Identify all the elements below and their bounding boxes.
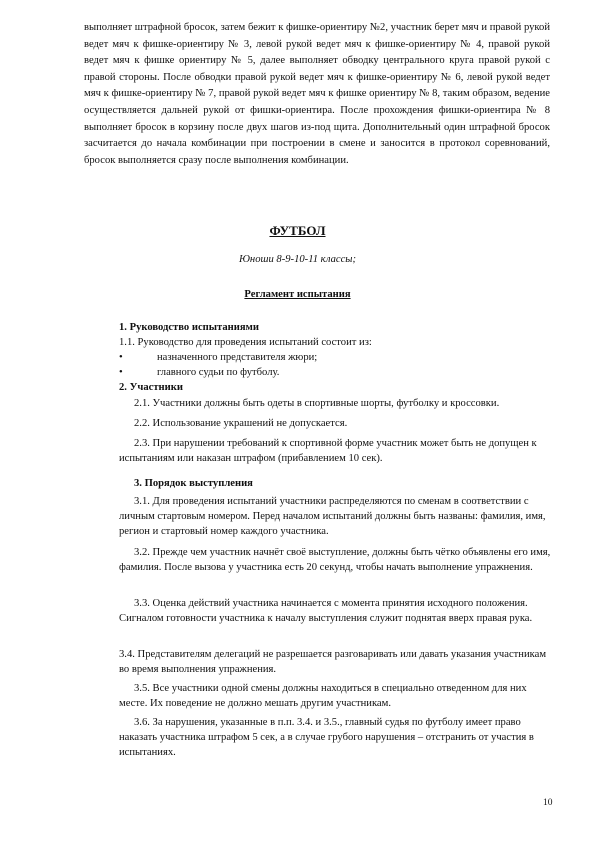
bullet-icon: • [119, 352, 123, 363]
paragraph-3-5: 3.5. Все участники одной смены должны находиться в специально отведенном для них месте. Их поведение не должно мешать другим участникам. [119, 683, 527, 709]
page-number: 10 [543, 798, 553, 808]
list-item-text: назначенного представителя жюри; [157, 352, 318, 363]
paragraph-3-6: 3.6. За нарушения, указанные в п.п. 3.4. и 3.5., главный судья по футболу имеет право наказать участника штрафом 5 сек, а в случае грубого нарушения – отстранить от участия в испытаниях. [119, 717, 534, 758]
bullet-icon: • [119, 367, 123, 378]
list-item-text: главного судьи по футболу. [157, 367, 280, 378]
paragraph-3-2: 3.2. Прежде чем участник начнёт своё выступление, должны быть чётко объявлены его имя, фамилия. После вызова у участника есть 20 секунд, чтобы начать выполнение упражнения. [119, 547, 551, 573]
paragraph-2-2: 2.2. Использование украшений не допускается. [134, 418, 348, 429]
management-line: 1.1. Руководство для проведения испытаний состоит из: [119, 337, 372, 348]
intro-paragraph: выполняет штрафной бросок, затем бежит к фишке-ориентиру №2, участник берет мяч и правой рукой ведет мяч к фишке-ориентиру № 3, левой рукой ведет мяч к фишке-ориентиру № 4, правой рукой ведет мяч к фишке ориентиру № 5, далее выполняет обводку центрального круга правой рукой с правой стороны. После обводки правой рукой ведет мяч к фишке-ориентиру № 6, левой рукой ведет мяч к фишке-ориентиру № 7, правой рукой ведет мяч к фишке ориентиру № 8, таким образом, ведение осуществляется дальней рукой от фишки-ориентира. После прохождения фишки-ориентира № 8 выполняет бросок в корзину после двух шагов из-под щита. Дополнительный один штрафной бросок засчитается до начала комбинации при построении в смене и заносится в протокол соревнований, бросок выполняется сразу после выполнения комбинации. [84, 22, 550, 166]
section-title-football: ФУТБОЛ [269, 223, 326, 238]
list-item [119, 350, 317, 366]
paragraph-2-1: 2.1. Участники должны быть одеты в спортивные шорты, футболку и кроссовки. [134, 398, 500, 409]
heading-management: 1. Руководство испытаниями [119, 322, 259, 333]
regulation-heading: Регламент испытания [244, 289, 351, 300]
list-item [119, 365, 279, 381]
heading-order: 3. Порядок выступления [134, 478, 253, 489]
paragraph-3-1: 3.1. Для проведения испытаний участники распределяются по сменам в соответствии с личным стартовым номером. Перед началом испытаний должны быть названы: фамилия, имя, регион и стартовый номер каждого участника. [119, 496, 546, 537]
heading-participants: 2. Участники [119, 382, 183, 393]
section-subtitle: Юноши 8-9-10-11 классы; [239, 254, 356, 265]
paragraph-3-4: 3.4. Представителям делегаций не разрешается разговаривать или давать указания участникам во время выполнения упражнения. [119, 649, 547, 675]
paragraph-3-3: 3.3. Оценка действий участника начинается с момента принятия исходного положения. Сигналом готовности участника к началу выступления служит поднятая вверх правая рука. [119, 598, 533, 624]
paragraph-2-3: 2.3. При нарушении требований к спортивной форме участник может быть не допущен к испытаниям или наказан штрафом (прибавлением 10 сек). [119, 438, 537, 464]
